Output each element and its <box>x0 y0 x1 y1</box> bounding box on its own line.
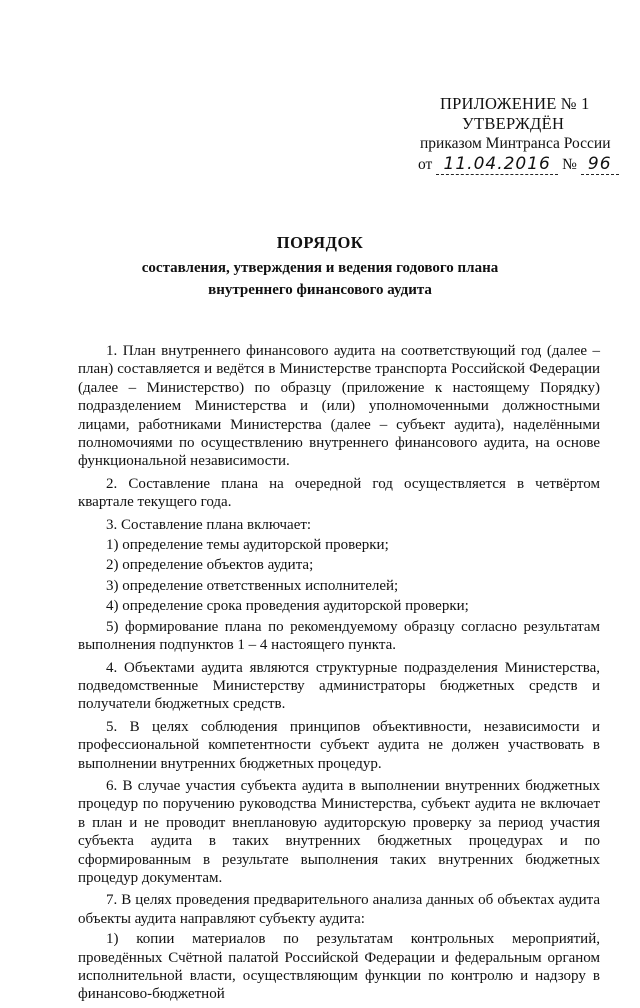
subitem-3-1: 1) определение темы аудиторской проверки; <box>106 537 389 554</box>
paragraph-3: 3. Составление плана включает: <box>106 516 312 533</box>
title-main: ПОРЯДОК <box>276 233 364 252</box>
document-body <box>78 342 600 1008</box>
from-prefix: от <box>418 156 433 173</box>
document-title <box>100 232 540 301</box>
appendix-header <box>392 94 612 175</box>
handwritten-date: 11.04.2016 <box>436 154 558 175</box>
paragraph-2: 2. Составление плана на очередной год осуществляется в четвёртом квартале текущего года. <box>78 475 600 511</box>
order-date-number-line <box>418 154 612 175</box>
number-prefix: № <box>562 156 577 173</box>
paragraph-7: 7. В целях проведения предварительного анализа данных об объектах аудита объекты аудита направляют субъекту аудита: <box>78 892 600 927</box>
appendix-label: ПРИЛОЖЕНИЕ № 1 <box>440 94 590 113</box>
paragraph-4: 4. Объектами аудита являются структурные подразделения Министерства, подведомственные Министерству администраторы бюджетных средств и получатели бюджетных средств. <box>78 659 600 713</box>
paragraph-6: 6. В случае участия субъекта аудита в выполнении внутренних бюджетных процедур по поручению руководства Министерства, субъект аудита не включает в план и не проводит внеплановую аудиторскую проверку за период участия субъекта аудита в таких внутренних бюджетных процедурах и по сформированным в результате выполнения таких внутренних бюджетных процедур документам. <box>78 777 600 886</box>
subitem-3-4: 4) определение срока проведения аудиторской проверки; <box>106 598 469 615</box>
title-sub-line2: внутреннего финансового аудита <box>208 282 432 298</box>
subitem-3-2: 2) определение объектов аудита; <box>106 557 314 574</box>
paragraph-1: 1. План внутреннего финансового аудита на соответствующий год (далее – план) составляется и ведётся в Министерстве транспорта Российской Федерации (далее – Министерство) по образцу (приложение к настоящему Порядку) подразделением Министерства и (или) уполномоченными должностными лицами, работниками Министерства (далее – субъект аудита), наделёнными полномочиями по осуществлению внутреннего финансового аудита, на основе функциональной независимости. <box>78 343 600 470</box>
paragraph-5: 5. В целях соблюдения принципов объективности, независимости и профессиональной компетентности субъект аудита не должен участвовать в выполнении внутренних бюджетных процедур. <box>78 718 600 772</box>
subitem-3-5: 5) формирование плана по рекомендуемому образцу согласно результатам выполнения подпунктов 1 – 4 настоящего пункта. <box>78 618 600 654</box>
subitem-3-3: 3) определение ответственных исполнителей; <box>106 577 399 594</box>
subitem-7-1: 1) копии материалов по результатам контрольных мероприятий, проведённых Счётной палатой Российской Федерации и федеральным органом исполнительной власти, осуществляющим функции по контролю и надзору в финансово-бюджетной <box>78 931 600 1003</box>
approved-label: УТВЕРЖДЁН <box>462 114 565 133</box>
handwritten-number: 96 <box>581 154 619 175</box>
order-label: приказом Минтранса России <box>420 135 611 152</box>
title-sub-line1: составления, утверждения и ведения годового плана <box>141 260 499 276</box>
